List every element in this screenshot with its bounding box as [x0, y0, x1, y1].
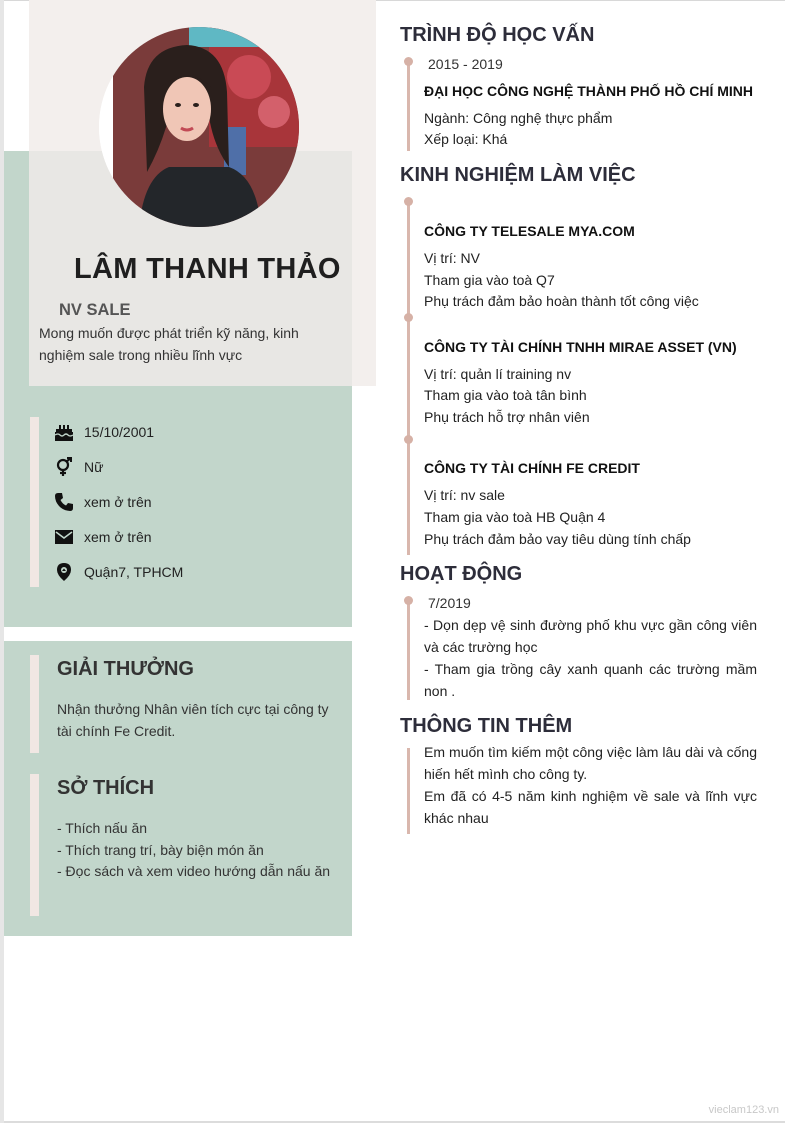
awards-heading: GIẢI THƯỞNG — [57, 658, 194, 680]
email-icon — [54, 527, 74, 547]
job-detail: Phụ trách đảm bảo vay tiêu dùng tính chấp — [424, 531, 691, 547]
hobby-item: - Thích nấu ăn — [57, 820, 148, 836]
education-major: Ngành: Công nghệ thực phẩm — [424, 110, 613, 126]
birthday-value: 15/10/2001 — [84, 424, 155, 440]
activities-heading: HOẠT ĐỘNG — [400, 563, 523, 585]
birthday-cake-icon — [54, 422, 74, 442]
awards-accent-bar — [30, 655, 39, 753]
job-company: CÔNG TY TELESALE MYA.COM — [424, 223, 635, 239]
contact-birthday — [54, 420, 154, 444]
job-company: CÔNG TY TÀI CHÍNH FE CREDIT — [424, 460, 640, 476]
job-detail: Phụ trách đảm bảo hoàn thành tốt công việc — [424, 293, 699, 309]
profile-photo — [99, 27, 299, 227]
contact-email — [54, 525, 152, 549]
school-name: ĐẠI HỌC CÔNG NGHỆ THÀNH PHỐ HỒ CHÍ MINH — [424, 83, 753, 99]
timeline-dot — [404, 57, 413, 66]
job-detail: Tham gia vào toà tân bình — [424, 387, 587, 403]
education-date: 2015 - 2019 — [428, 56, 503, 72]
career-objective: Mong muốn được phát triển kỹ năng, kinh nghiệm sale trong nhiều lĩnh vực — [39, 325, 299, 363]
hobbies-list — [57, 818, 332, 883]
address-value: Quận7, TPHCM — [84, 564, 184, 580]
contact-accent-bar — [30, 417, 39, 587]
hobby-item: - Đọc sách và xem video hướng dẫn nấu ăn — [57, 863, 331, 879]
timeline-dot — [404, 197, 413, 206]
location-pin-icon — [54, 562, 74, 582]
job-detail: Phụ trách hỗ trợ nhân viên — [424, 409, 590, 425]
awards-text: Nhận thưởng Nhân viên tích cực tại công ty tài chính Fe Credit. — [57, 701, 329, 739]
candidate-name: LÂM THANH THẢO — [74, 253, 341, 285]
activity-date: 7/2019 — [428, 595, 471, 611]
job-detail: Tham gia vào toà Q7 — [424, 272, 555, 288]
hobby-item: - Thích trang trí, bày biện món ăn — [57, 841, 264, 858]
additional-info-text: Em đã có 4-5 năm kinh nghiệm về sale và lĩnh vực khác nhau — [424, 788, 757, 826]
activities-timeline — [407, 599, 410, 700]
education-grade: Xếp loại: Khá — [424, 131, 508, 147]
contact-phone — [54, 490, 152, 514]
email-value: xem ở trên — [84, 529, 152, 545]
education-heading: TRÌNH ĐỘ HỌC VẤN — [400, 24, 595, 46]
education-timeline — [407, 61, 410, 151]
activity-item: - Dọn dẹp vệ sinh đường phố khu vực gần công viên và các trường học — [424, 617, 757, 655]
contact-gender — [54, 455, 103, 479]
timeline-dot — [404, 313, 413, 322]
hobbies-accent-bar — [30, 774, 39, 916]
experience-timeline — [407, 199, 410, 555]
contact-address — [54, 560, 183, 584]
candidate-role: NV SALE — [59, 301, 131, 319]
job-position: Vị trí: quản lí training nv — [424, 366, 572, 382]
gender-value: Nữ — [84, 459, 104, 475]
additional-info-text: Em muốn tìm kiếm một công việc làm lâu dài và cống hiến hết mình cho công ty. — [424, 744, 757, 782]
activity-item: - Tham gia trồng cây xanh quanh các trường mầm non . — [424, 661, 757, 699]
timeline-dot — [404, 435, 413, 444]
job-company: CÔNG TY TÀI CHÍNH TNHH MIRAE ASSET (VN) — [424, 339, 737, 355]
gender-icon — [54, 457, 74, 477]
hobbies-heading: SỞ THÍCH — [57, 777, 155, 799]
experience-heading: KINH NGHIỆM LÀM VIỆC — [400, 164, 636, 186]
additional-info-line — [407, 748, 410, 834]
additional-info-heading: THÔNG TIN THÊM — [400, 715, 573, 737]
phone-icon — [54, 492, 74, 512]
watermark: vieclam123.vn — [708, 1104, 779, 1116]
phone-value: xem ở trên — [84, 494, 152, 510]
timeline-dot — [404, 596, 413, 605]
job-detail: Tham gia vào toà HB Quận 4 — [424, 509, 606, 525]
job-position: Vị trí: nv sale — [424, 487, 505, 503]
job-position: Vị trí: NV — [424, 250, 481, 266]
